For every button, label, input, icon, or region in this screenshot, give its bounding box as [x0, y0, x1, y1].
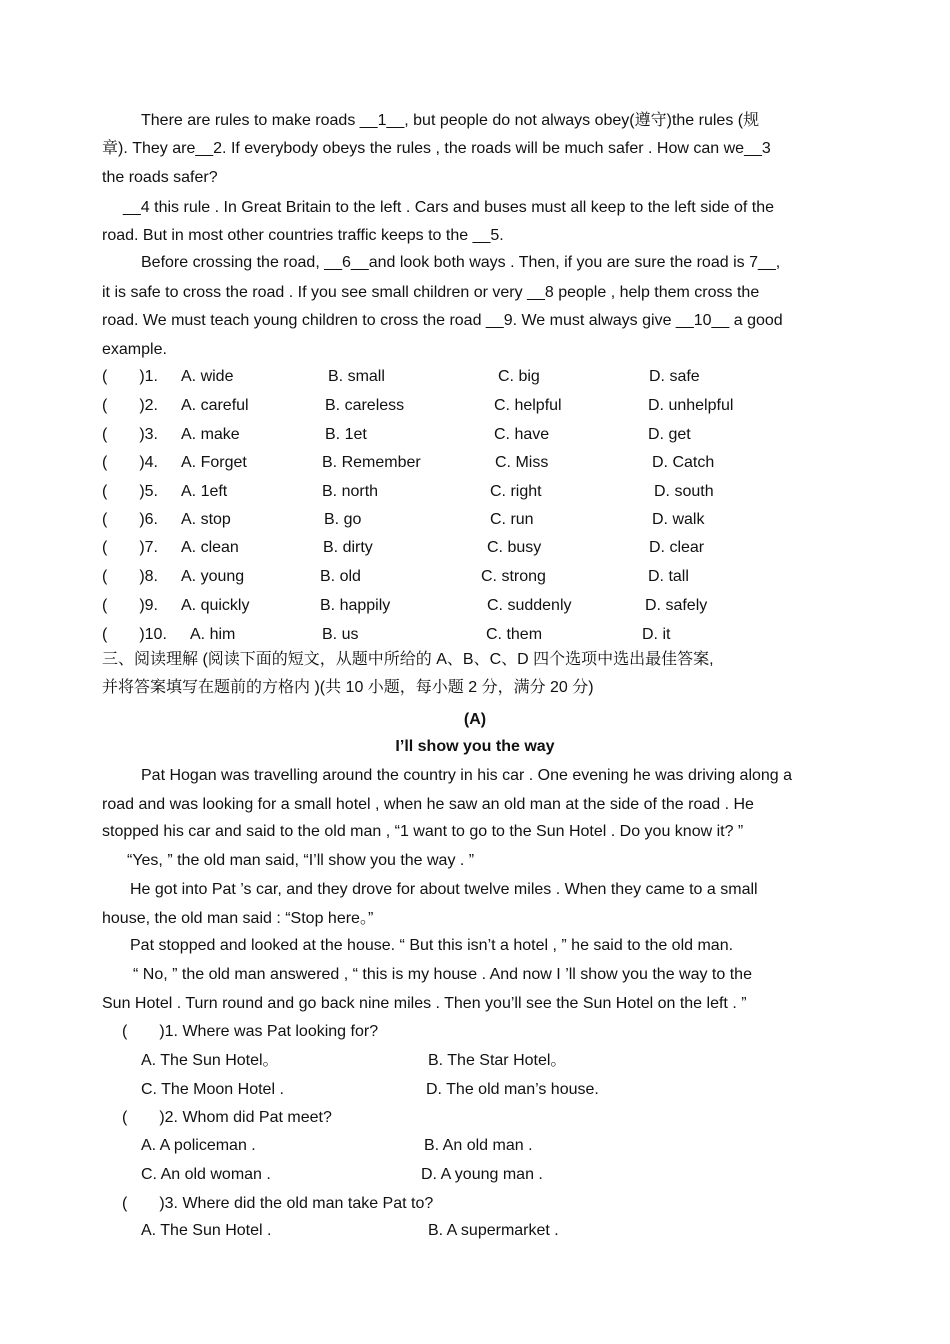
section-3-instructions-line-2: 并将答案填写在题前的方格内 )(共 10 小题，每小题 2 分，满分 20 分): [102, 679, 594, 696]
question-number[interactable]: ( )4.: [102, 454, 159, 471]
option-d[interactable]: D. unhelpful: [648, 397, 734, 414]
question-number[interactable]: ( )10.: [102, 626, 167, 643]
option-c[interactable]: C. The Moon Hotel .: [141, 1081, 284, 1098]
option-b[interactable]: B. The Star Hotel。: [428, 1052, 567, 1069]
option-d[interactable]: D. A young man .: [421, 1166, 543, 1183]
option-d[interactable]: D. The old man’s house.: [426, 1081, 599, 1098]
question-stem[interactable]: ( )2. Whom did Pat meet?: [122, 1109, 332, 1126]
question-number[interactable]: ( )5.: [102, 483, 159, 500]
option-d[interactable]: D. Catch: [652, 454, 715, 471]
option-a[interactable]: A. make: [181, 426, 240, 443]
passage-line-9: Sun Hotel . Turn round and go back nine miles . Then you’ll see the Sun Hotel on the left . ”: [102, 995, 747, 1012]
option-c[interactable]: C. right: [490, 483, 542, 500]
option-a[interactable]: A. wide: [181, 368, 234, 385]
option-d[interactable]: D. get: [648, 426, 691, 443]
option-b[interactable]: B. careless: [325, 397, 405, 414]
question-number[interactable]: ( )1.: [102, 368, 159, 385]
option-c[interactable]: C. have: [494, 426, 550, 443]
option-a[interactable]: A. young: [181, 568, 245, 585]
passage-title: I’ll show you the way: [395, 738, 555, 755]
option-c[interactable]: C. run: [490, 511, 534, 528]
option-d[interactable]: D. clear: [649, 539, 705, 556]
option-a[interactable]: A. clean: [181, 539, 239, 556]
passage-line-4: “Yes, ” the old man said, “I’ll show you the way . ”: [127, 852, 475, 869]
option-d[interactable]: D. walk: [652, 511, 705, 528]
passage-line-1: Pat Hogan was travelling around the country in his car . One evening he was driving along a: [141, 767, 793, 784]
option-a[interactable]: A. The Sun Hotel .: [141, 1222, 272, 1239]
cloze-line-8: road. We must teach young children to cross the road __9. We must always give __10__ a good: [102, 312, 783, 329]
option-c[interactable]: C. An old woman .: [141, 1166, 271, 1183]
question-number[interactable]: ( )3.: [102, 426, 159, 443]
option-b[interactable]: B. us: [322, 626, 359, 643]
option-a[interactable]: A. quickly: [181, 597, 250, 614]
option-a[interactable]: A. stop: [181, 511, 231, 528]
cloze-line-9: example.: [102, 341, 167, 358]
cloze-line-5: road. But in most other countries traffic keeps to the __5.: [102, 227, 504, 244]
passage-line-3: stopped his car and said to the old man , “1 want to go to the Sun Hotel . Do you know it? ”: [102, 823, 744, 840]
cloze-line-3: the roads safer?: [102, 169, 218, 186]
option-d[interactable]: D. safely: [645, 597, 708, 614]
question-number[interactable]: ( )6.: [102, 511, 159, 528]
option-d[interactable]: D. south: [654, 483, 714, 500]
option-b[interactable]: B. Remember: [322, 454, 421, 471]
cloze-line-6: Before crossing the road, __6__and look both ways . Then, if you are sure the road is 7__,: [141, 254, 781, 271]
option-a[interactable]: A. 1eft: [181, 483, 228, 500]
option-c[interactable]: C. helpful: [494, 397, 562, 414]
passage-label: (A): [463, 711, 487, 728]
cloze-line-1: There are rules to make roads __1__, but people do not always obey(遵守)the rules (规: [141, 112, 760, 129]
question-number[interactable]: ( )9.: [102, 597, 159, 614]
option-a[interactable]: A. careful: [181, 397, 249, 414]
option-b[interactable]: B. A supermarket .: [428, 1222, 559, 1239]
option-c[interactable]: C. suddenly: [487, 597, 572, 614]
option-b[interactable]: B. small: [328, 368, 385, 385]
option-b[interactable]: B. dirty: [323, 539, 373, 556]
option-c[interactable]: C. them: [486, 626, 543, 643]
cloze-line-7: it is safe to cross the road . If you see small children or very __8 people , help them cross the: [102, 284, 760, 301]
section-3-instructions-line-1: 三、阅读理解 (阅读下面的短文，从题中所给的 A、B、C、D 四个选项中选出最佳答案,: [102, 651, 714, 668]
option-c[interactable]: C. Miss: [495, 454, 549, 471]
option-d[interactable]: D. it: [642, 626, 671, 643]
option-a[interactable]: A. A policeman .: [141, 1137, 256, 1154]
option-b[interactable]: B. north: [322, 483, 379, 500]
option-b[interactable]: B. old: [320, 568, 361, 585]
option-b[interactable]: B. 1et: [325, 426, 367, 443]
passage-line-2: road and was looking for a small hotel , when he saw an old man at the side of the road . He: [102, 796, 754, 813]
option-c[interactable]: C. busy: [487, 539, 542, 556]
cloze-line-4: __4 this rule . In Great Britain to the left . Cars and buses must all keep to the left side of the: [123, 199, 775, 216]
passage-line-5: He got into Pat ’s car, and they drove for about twelve miles . When they came to a small: [130, 881, 758, 898]
question-stem[interactable]: ( )1. Where was Pat looking for?: [122, 1023, 379, 1040]
option-c[interactable]: C. big: [498, 368, 540, 385]
question-number[interactable]: ( )2.: [102, 397, 159, 414]
option-a[interactable]: A. Forget: [181, 454, 247, 471]
option-b[interactable]: B. happily: [320, 597, 391, 614]
option-a[interactable]: A. him: [190, 626, 236, 643]
option-d[interactable]: D. safe: [649, 368, 700, 385]
option-a[interactable]: A. The Sun Hotel。: [141, 1052, 279, 1069]
question-number[interactable]: ( )8.: [102, 568, 159, 585]
cloze-line-2: 章). They are__2. If everybody obeys the rules , the roads will be much safer . How can we__3: [102, 140, 771, 157]
question-number[interactable]: ( )7.: [102, 539, 159, 556]
passage-line-7: Pat stopped and looked at the house. “ But this isn’t a hotel , ” he said to the old man.: [130, 937, 734, 954]
option-c[interactable]: C. strong: [481, 568, 546, 585]
option-b[interactable]: B. An old man .: [424, 1137, 533, 1154]
option-d[interactable]: D. tall: [648, 568, 689, 585]
question-stem[interactable]: ( )3. Where did the old man take Pat to?: [122, 1195, 434, 1212]
passage-line-6: house, the old man said : “Stop here。”: [102, 910, 374, 927]
passage-line-8: “ No, ” the old man answered , “ this is my house . And now I ’ll show you the way to the: [133, 966, 752, 983]
option-b[interactable]: B. go: [324, 511, 362, 528]
